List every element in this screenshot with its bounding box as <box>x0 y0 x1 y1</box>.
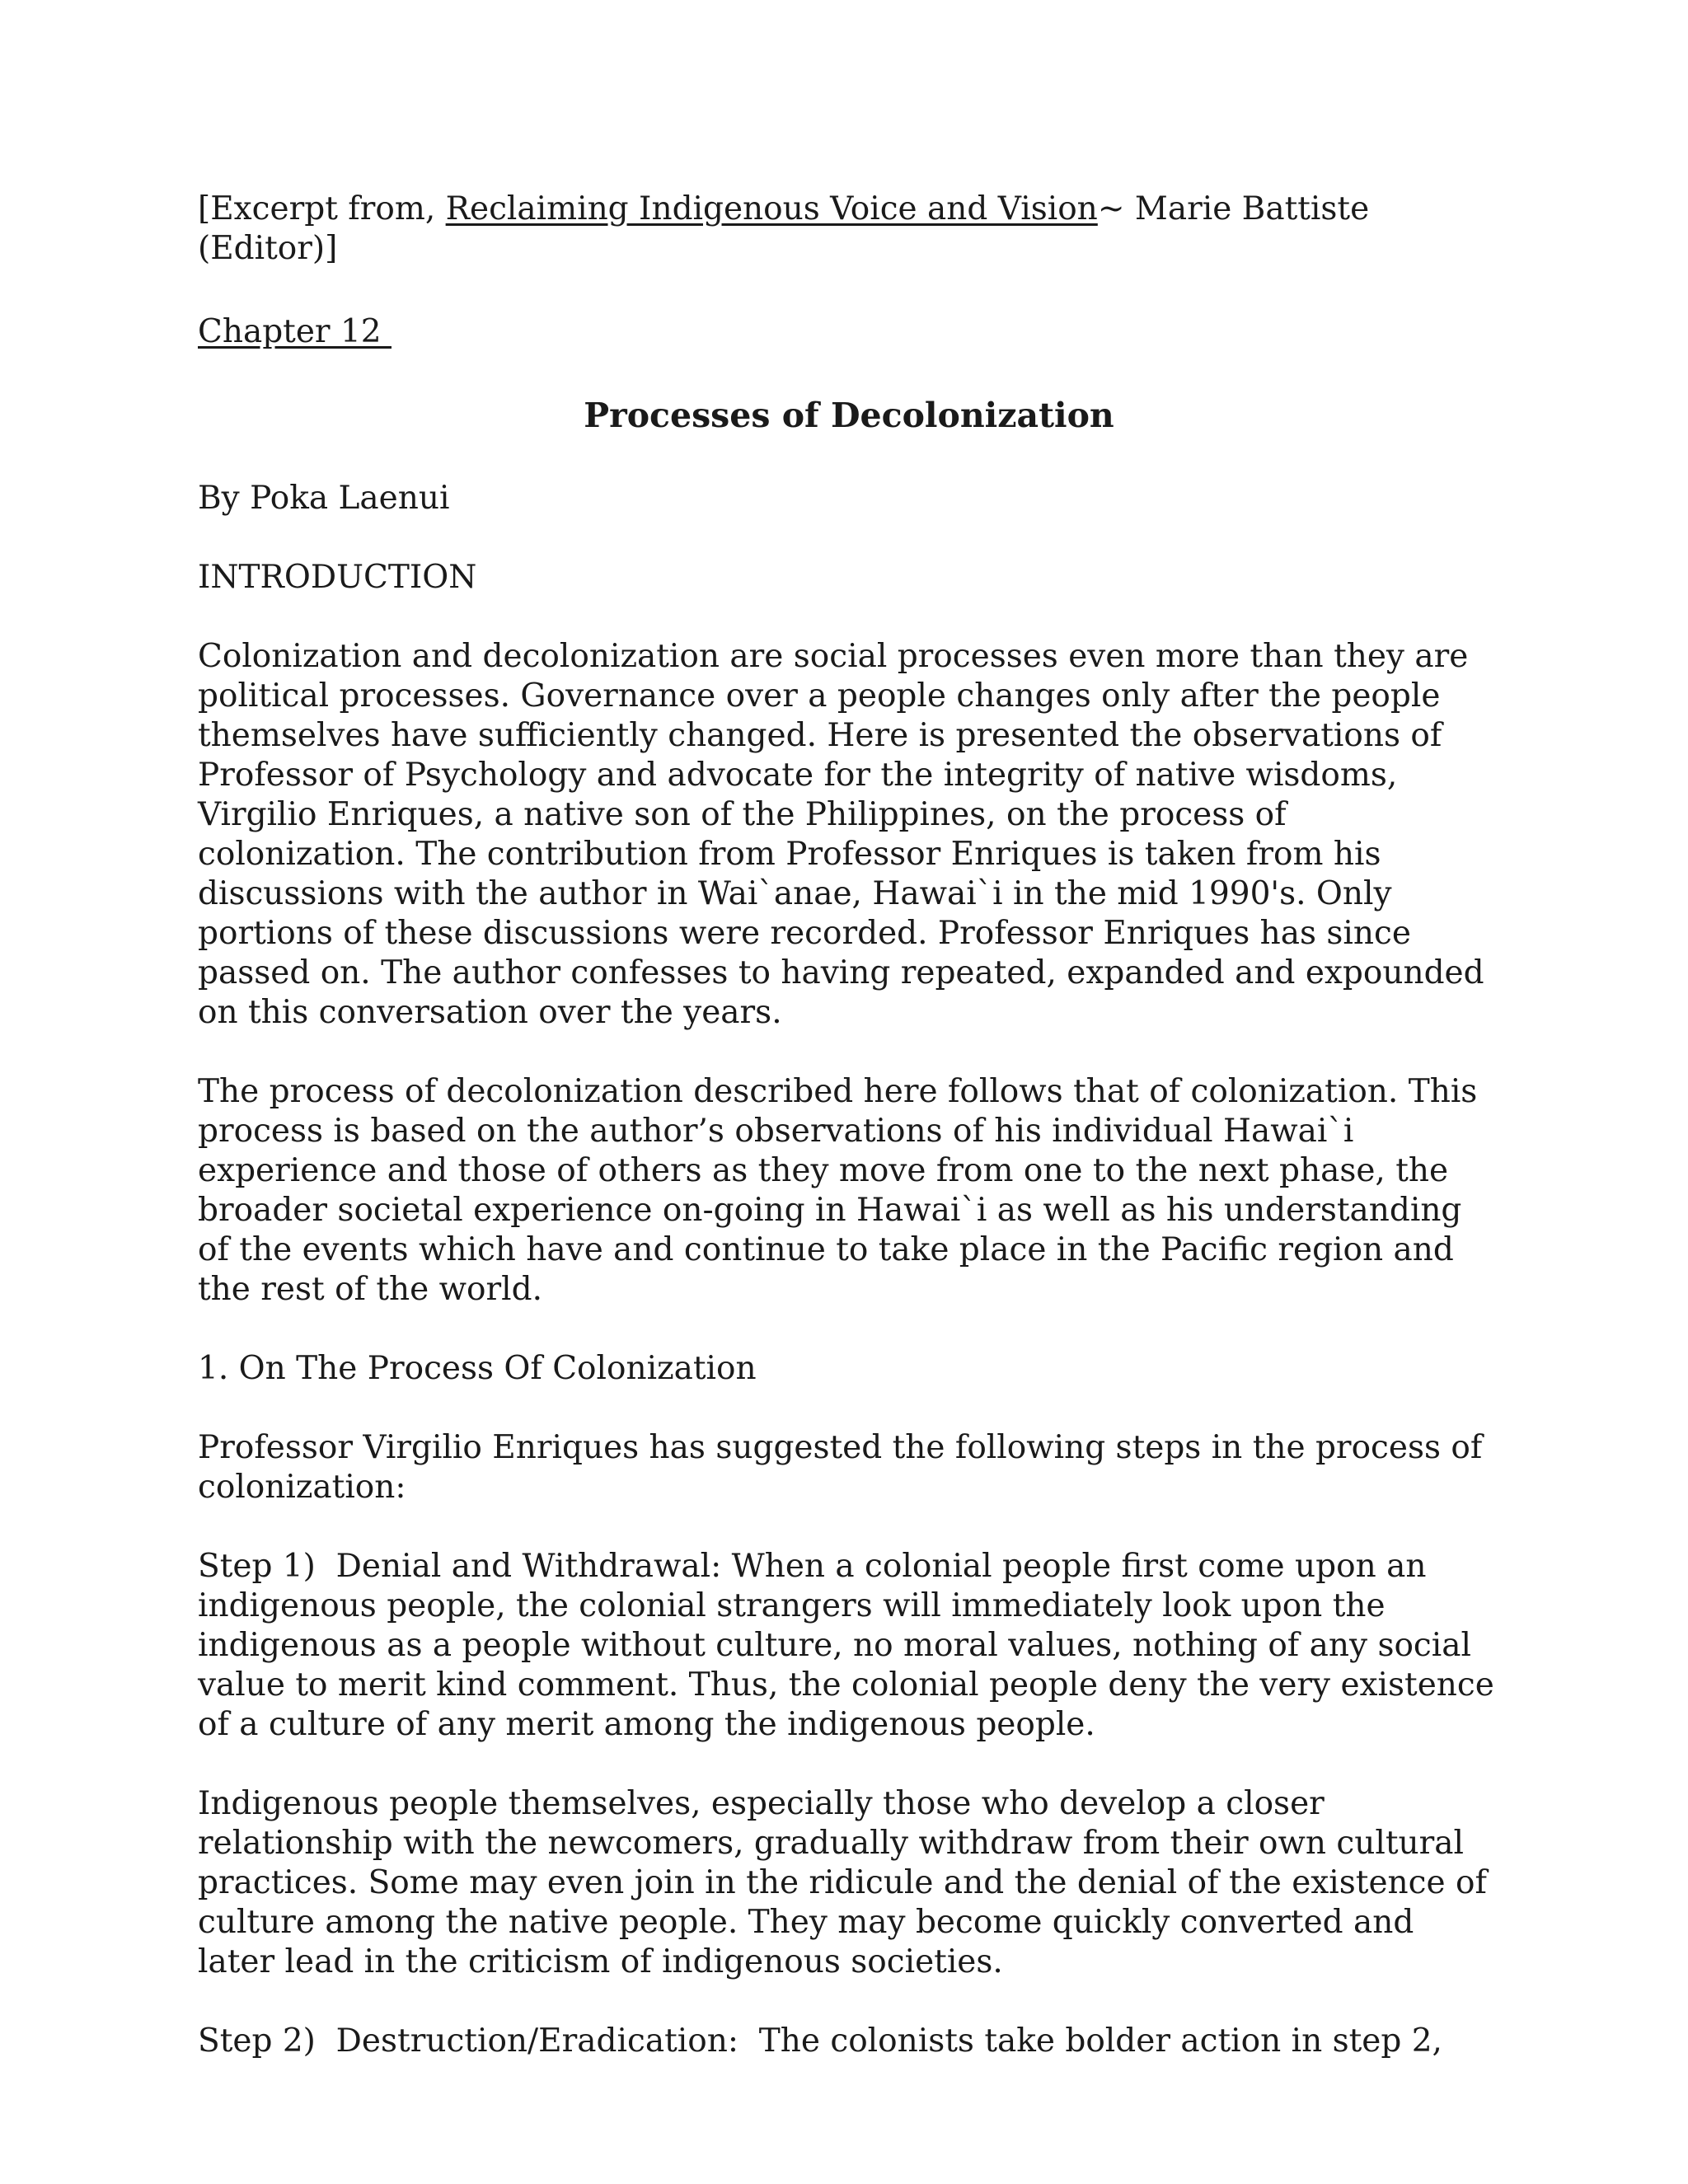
page-content <box>198 190 1505 2101</box>
excerpt-prefix: [Excerpt from, <box>198 190 446 227</box>
excerpt-citation <box>198 190 1500 269</box>
author-byline: By Poka Laenui <box>198 480 450 517</box>
paragraph-step-2: Step 2) Destruction/Eradication: The colonists take bolder action in step 2, <box>198 2022 1442 2060</box>
paragraph-intro-2: The process of decolonization described here follows that of colonization. This process is based on the author’s observations of his individual Hawai`i experience and those of others as they move from one to the next phase, the broader societal experience on-going in Hawai`i as well as his understanding of the events which have and continue to take place in the Pacific region and the rest of the world. <box>198 1073 1478 1308</box>
paragraph-intro-1: Colonization and decolonization are social processes even more than they are political processes. Governance over a people changes only after the people themselves have sufficiently changed. Here is presented the observations of Professor of Psychology and advocate for the integrity of native wisdoms, Virgilio Enriques, a native son of the Philippines, on the process of colonization. The contribution from Professor Enriques is taken from his discussions with the author in Wai`anae, Hawai`i in the mid 1990's. Only portions of these discussions were recorded. Professor Enriques has since passed on. The author confesses to having repeated, expanded and expounded on this conversation over the years. <box>198 638 1484 1031</box>
paragraph-steps-intro: Professor Virgilio Enriques has suggested the following steps in the process of colonization: <box>198 1429 1483 1506</box>
book-title: Reclaiming Indigenous Voice and Vision <box>445 190 1098 227</box>
excerpt-suffix: ~ Marie Battiste (Editor)] <box>198 190 1370 267</box>
introduction-heading: INTRODUCTION <box>198 559 477 596</box>
chapter-title: Processes of Decolonization <box>584 396 1114 435</box>
section-heading-colonization: 1. On The Process Of Colonization <box>198 1350 757 1387</box>
paragraph-withdrawal: Indigenous people themselves, especially those who develop a closer relationship with the newcomers, gradually withdraw from their own cultural practices. Some may even join in the ridicule and the denial of the existence of culture among the native people. They may become quickly converted and later lead in the criticism of indigenous societies. <box>198 1785 1487 1980</box>
paragraph-step-1: Step 1) Denial and Withdrawal: When a colonial people first come upon an indigenous people, the colonial strangers will immediately look upon the indigenous as a people without culture, no moral values, nothing of any social value to merit kind comment. Thus, the colonial people deny the very existence of a culture of any merit among the indigenous people. <box>198 1548 1505 1743</box>
chapter-number: Chapter 12 <box>198 313 392 350</box>
chapter-label <box>198 312 1500 352</box>
